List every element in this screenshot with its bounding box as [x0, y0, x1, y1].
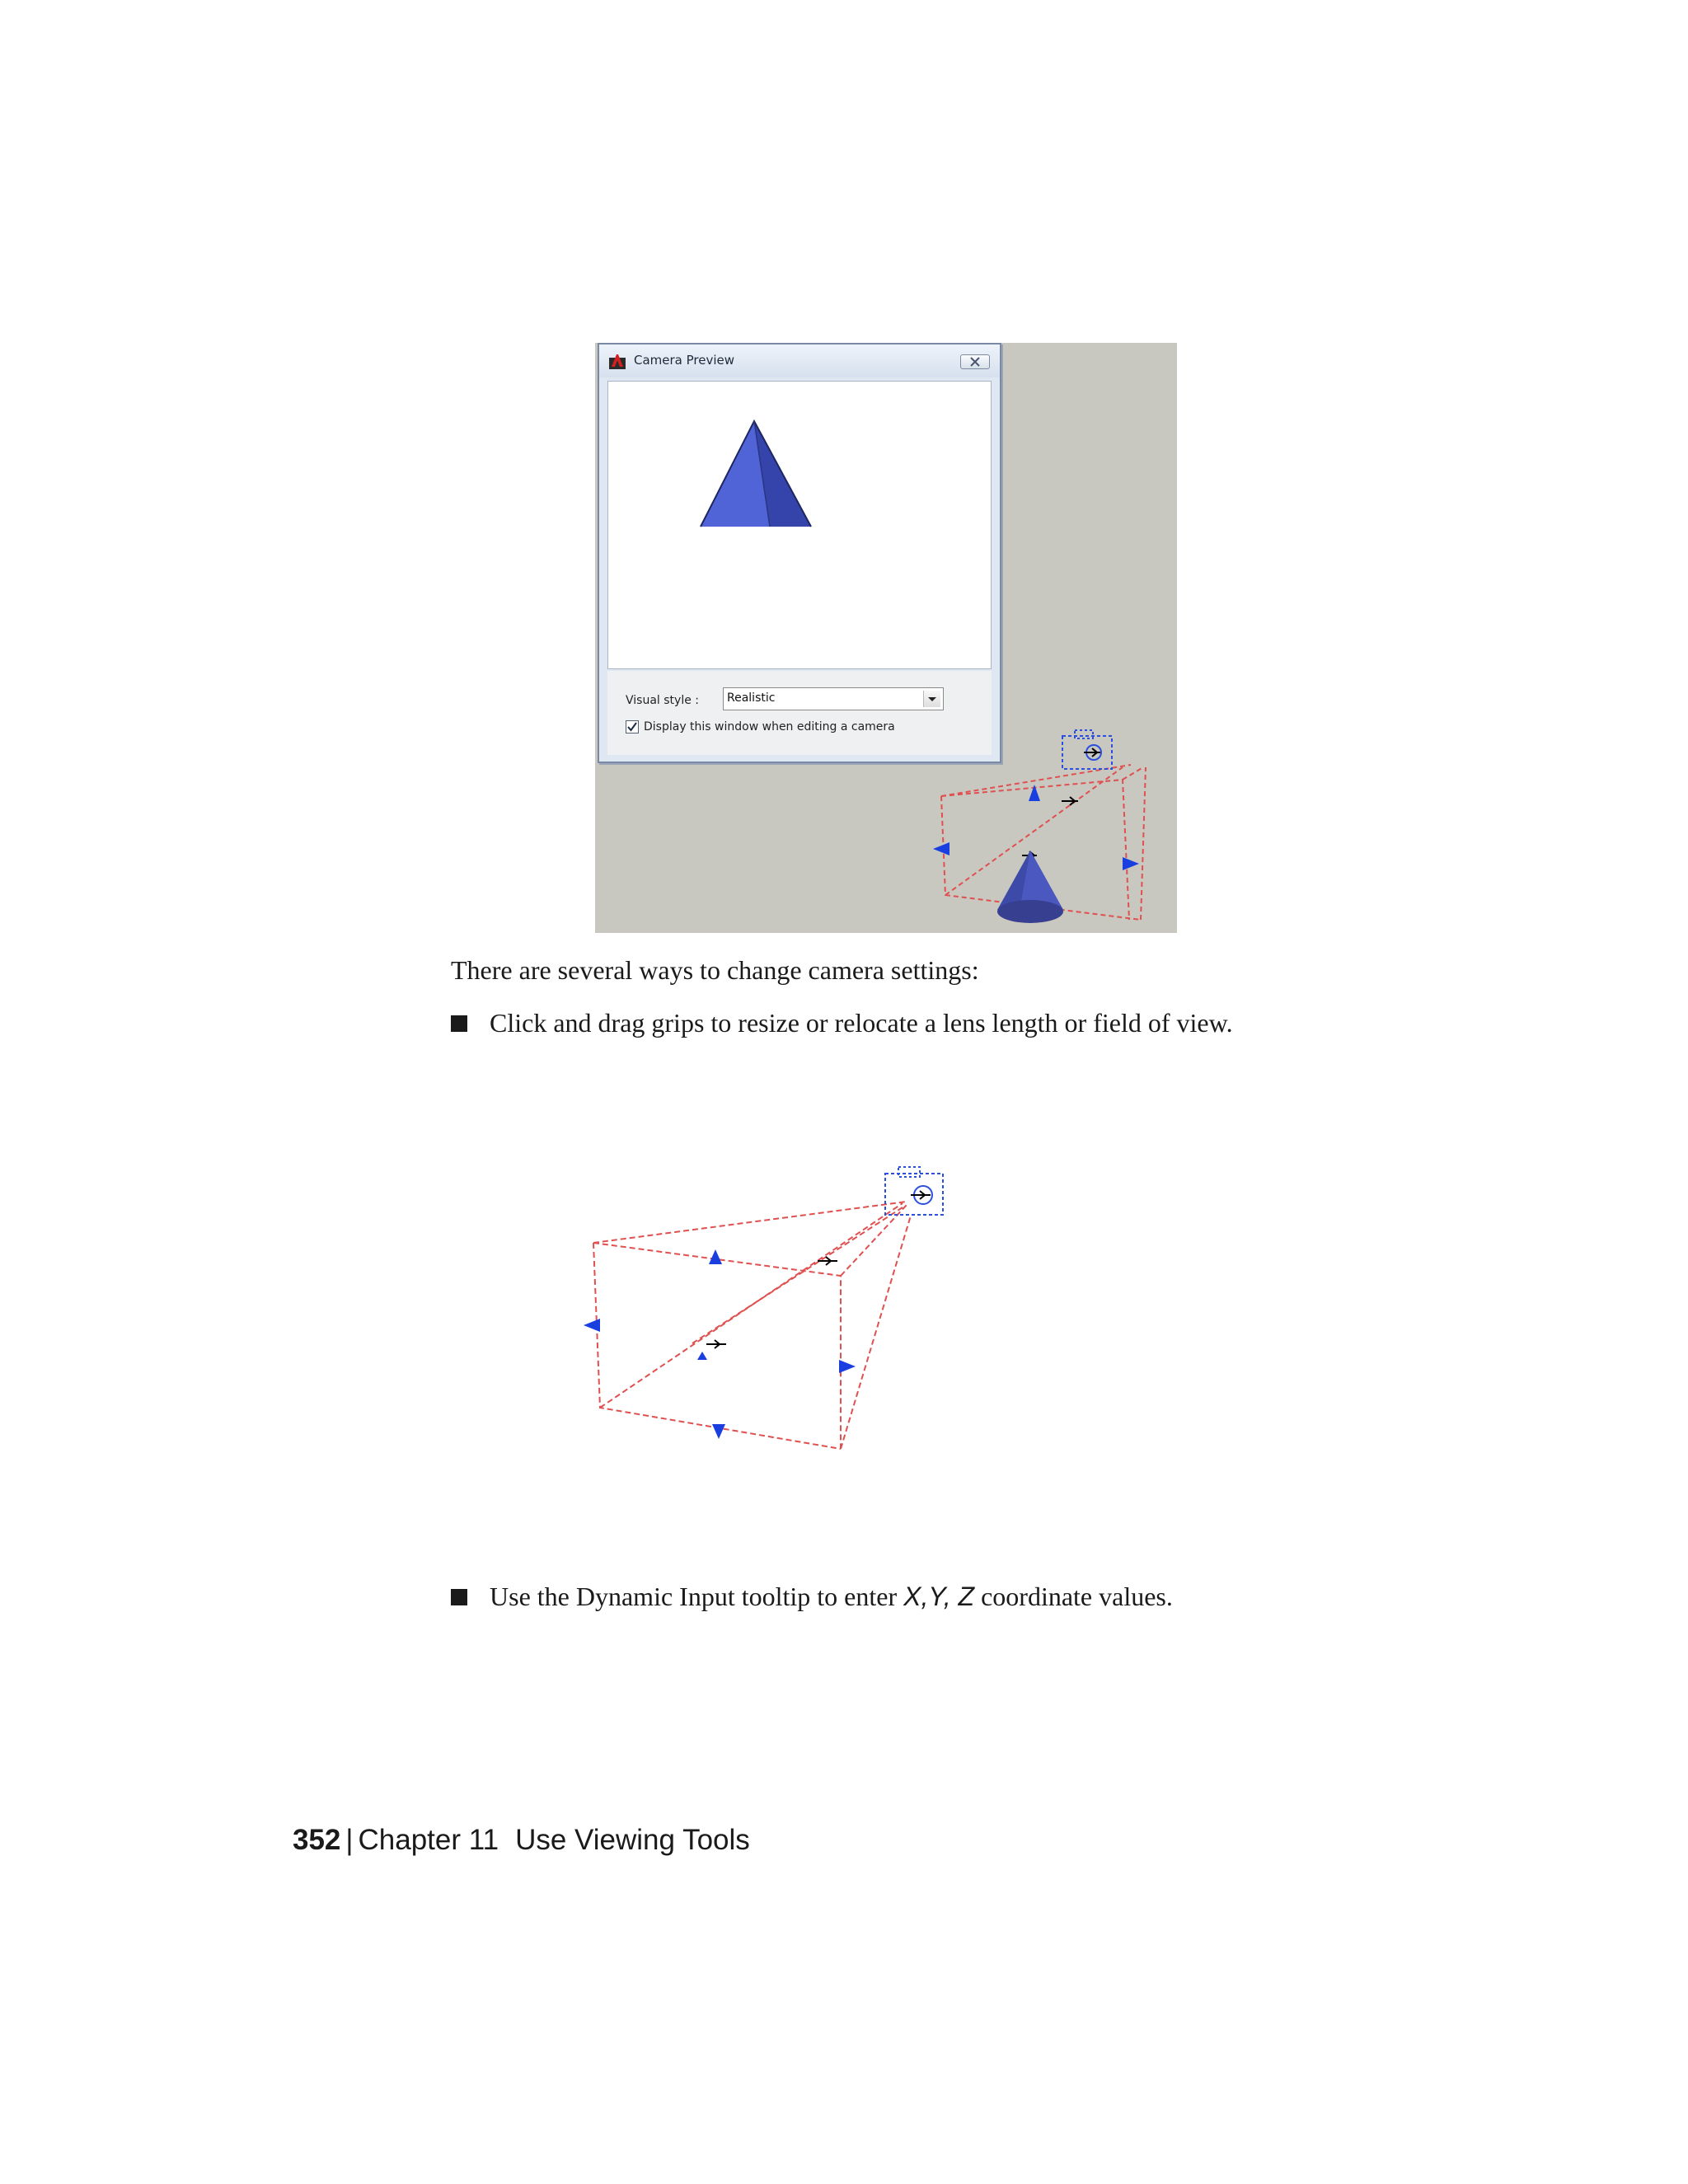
grip-left-icon[interactable] — [584, 1319, 600, 1332]
intro-paragraph: There are several ways to change camera settings: — [451, 955, 979, 985]
footer-chapter-title: Use Viewing Tools — [515, 1824, 750, 1856]
preview-cone — [608, 382, 991, 668]
grip-top-icon[interactable] — [709, 1249, 722, 1264]
bullet-square-icon — [451, 1015, 467, 1032]
coordinate-axes: X,Y, Z — [903, 1582, 975, 1611]
page-footer — [293, 1824, 750, 1857]
bullet-item-dynamic-input — [490, 1580, 1173, 1613]
autocad-app-icon — [609, 353, 626, 369]
grip-bottom-icon[interactable] — [712, 1424, 725, 1439]
visual-style-label: Visual style : — [626, 694, 699, 707]
visual-style-select[interactable] — [723, 687, 944, 710]
bullet-item-grips: Click and drag grips to resize or relocate a lens length or field of view. — [490, 1008, 1233, 1038]
camera-preview-pane — [607, 381, 992, 669]
dialog-titlebar[interactable] — [599, 344, 1000, 377]
grip-right-icon[interactable] — [1123, 857, 1139, 870]
bullet2-prefix: Use the Dynamic Input tooltip to enter — [490, 1582, 904, 1611]
frustum-diagram — [577, 1154, 956, 1467]
display-window-checkbox[interactable] — [626, 720, 639, 733]
footer-separator: | — [345, 1824, 354, 1856]
chevron-down-icon — [924, 691, 940, 707]
grip-target-arrow-icon[interactable] — [697, 1352, 707, 1360]
bullet-square-icon — [451, 1589, 467, 1605]
camera-glyph-icon[interactable] — [1062, 730, 1112, 769]
close-button[interactable] — [960, 354, 990, 369]
dialog-title: Camera Preview — [634, 353, 735, 368]
bullet2-suffix: coordinate values. — [974, 1582, 1173, 1611]
frustum-grips-figure — [577, 1154, 956, 1467]
checkmark-icon — [626, 721, 638, 733]
lens-grip-icon[interactable] — [1062, 797, 1078, 805]
page-number: 352 — [293, 1824, 341, 1856]
camera-preview-dialog — [598, 343, 1001, 763]
target-grip-icon[interactable] — [706, 1340, 726, 1348]
close-icon — [961, 355, 989, 368]
footer-chapter: Chapter 11 — [358, 1824, 499, 1856]
preview-controls — [607, 671, 992, 755]
display-window-label: Display this window when editing a camera — [644, 720, 895, 733]
visual-style-value: Realistic — [727, 691, 776, 705]
dropdown-arrow[interactable] — [923, 691, 940, 707]
scene-cone — [997, 851, 1063, 923]
camera-preview-figure — [595, 343, 1177, 933]
grip-top-icon[interactable] — [1029, 785, 1040, 801]
frustum-lines — [593, 1202, 911, 1449]
camera-glyph-icon[interactable] — [885, 1167, 943, 1215]
grip-left-icon[interactable] — [933, 842, 950, 855]
grip-right-icon[interactable] — [839, 1360, 856, 1373]
